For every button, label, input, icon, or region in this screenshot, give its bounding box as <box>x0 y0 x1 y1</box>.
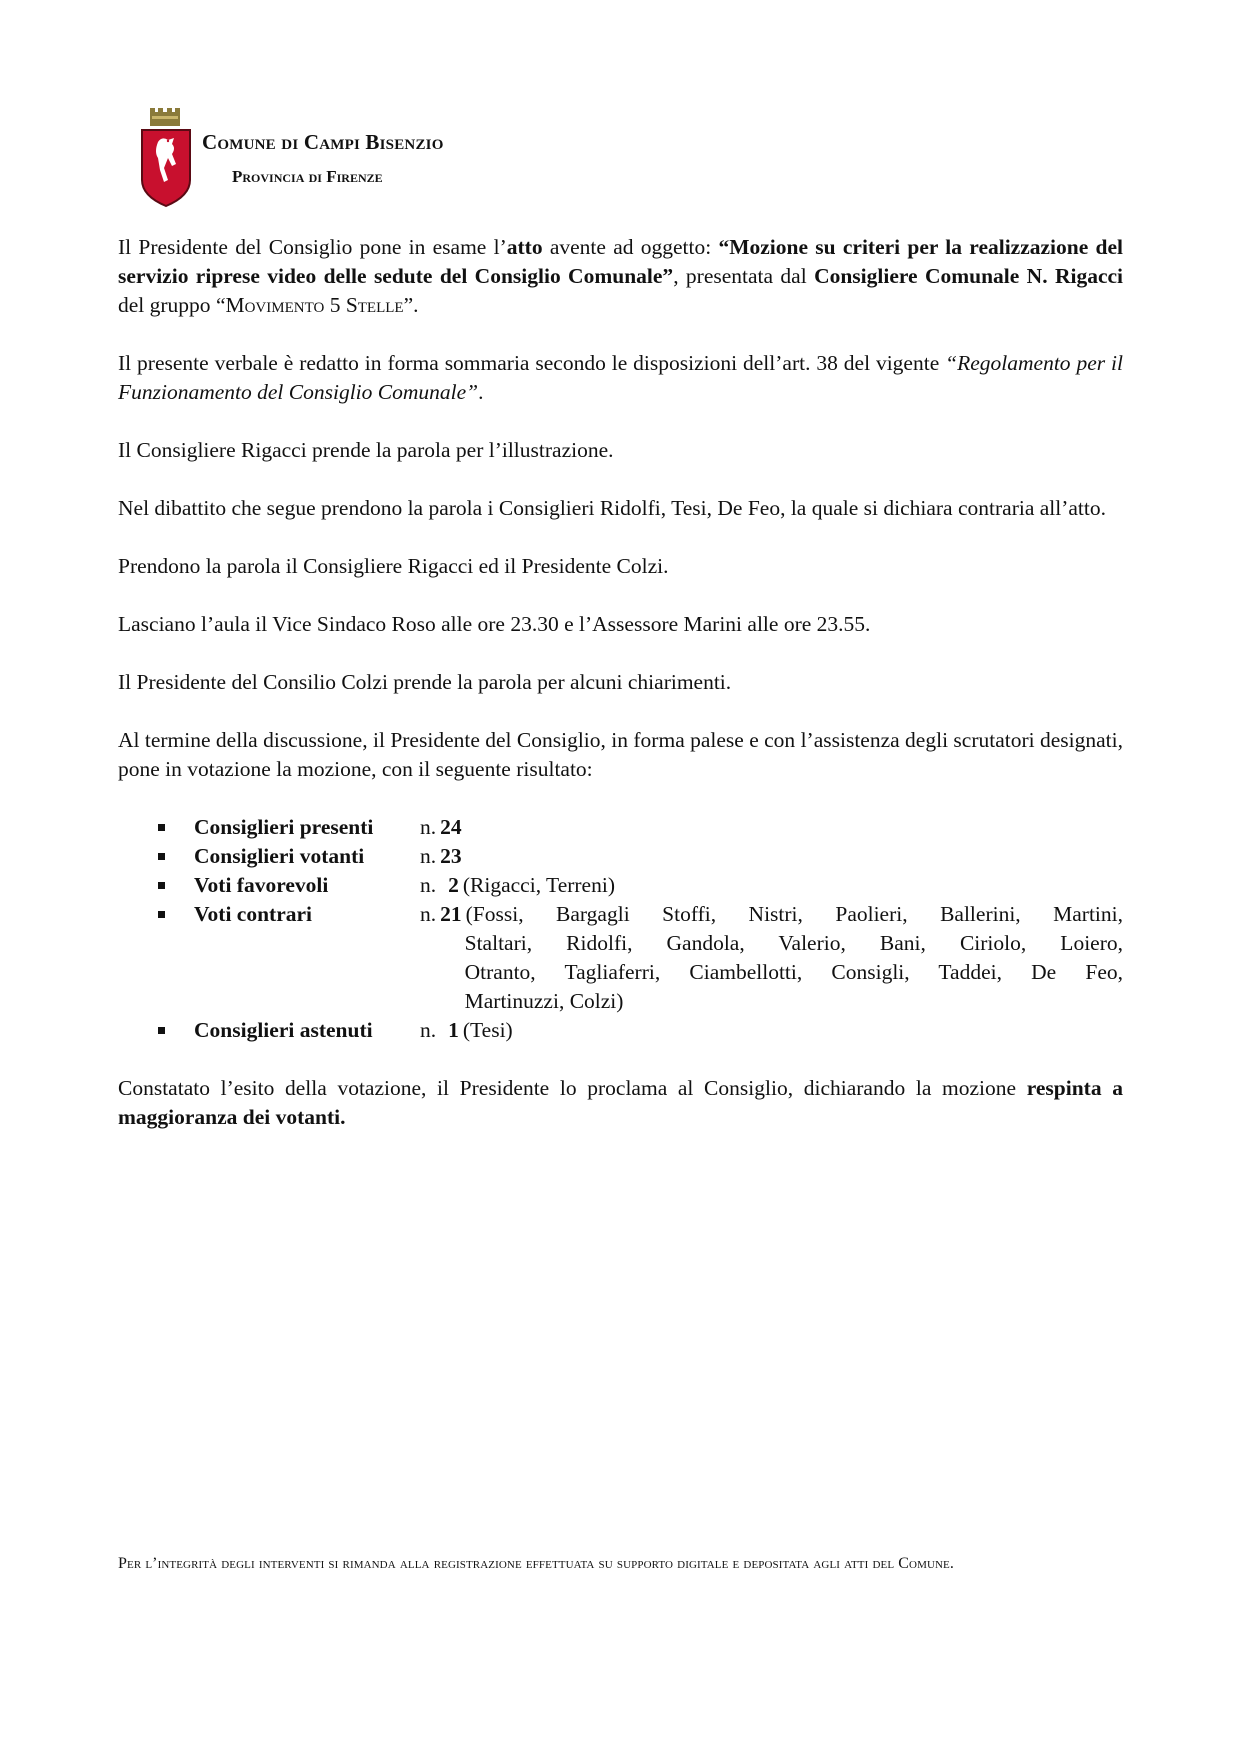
bullet-icon <box>158 853 165 860</box>
bullet-icon <box>158 911 165 918</box>
list-item <box>118 900 1123 1016</box>
paragraph-votazione: Al termine della discussione, il Presidente del Consiglio, in forma palese e con l’assistenza degli scrutatori designati, pone in votazione la mozione, con il seguente risultato: <box>118 728 1123 781</box>
coat-of-arms-icon <box>138 108 194 208</box>
vote-label: Voti favorevoli <box>194 873 329 897</box>
paragraph-oggetto <box>118 233 1123 320</box>
vote-n-prefix: n. <box>420 902 437 926</box>
outcome-text: respinta a maggioranza dei votanti. <box>118 1076 1123 1129</box>
names-line: (Fossi, Bargagli Stoffi, Nistri, Paolieri, Ballerini, Martini, <box>465 902 1123 926</box>
vote-n-prefix: n. <box>420 873 437 897</box>
text-run-bold: atto <box>506 235 543 259</box>
vote-n-prefix: n. <box>420 815 437 839</box>
vote-n-prefix: n. <box>420 844 437 868</box>
list-item <box>118 871 1123 900</box>
paragraph-chiarimenti: Il Presidente del Consilio Colzi prende la parola per alcuni chiarimenti. <box>118 670 732 694</box>
paragraph-esito <box>118 1074 1123 1132</box>
text-run: . <box>478 380 484 404</box>
group-name: “Movimento 5 Stelle” <box>215 293 414 317</box>
vote-value <box>420 813 1123 842</box>
proposer-name: Consigliere Comunale N. Rigacci <box>814 264 1124 288</box>
letterhead-text <box>202 108 444 188</box>
names-line: Otranto, Tagliaferri, Ciambellotti, Consigli, Taddei, De Feo, <box>464 960 1123 984</box>
paragraph-uscite: Lasciano l’aula il Vice Sindaco Roso alle ore 23.30 e l’Assessore Marini alle ore 23.55. <box>118 612 871 636</box>
vote-value <box>420 842 1123 871</box>
vote-value <box>420 900 1123 1016</box>
vote-label: Consiglieri votanti <box>194 844 365 868</box>
vote-count: 2 <box>448 873 459 897</box>
page-footer-note: Per l’integrità degli interventi si rimanda alla registrazione effettuata su supporto digitale e depositata agli atti del Comune. <box>118 1555 954 1572</box>
list-item <box>118 842 1123 871</box>
paragraph-dibattito: Nel dibattito che segue prendono la parola i Consiglieri Ridolfi, Tesi, De Feo, la quale si dichiara contraria all’atto. <box>118 496 1107 520</box>
vote-label: Consiglieri astenuti <box>194 1018 373 1042</box>
vote-count: 21 <box>440 902 462 926</box>
comune-name: Comune di Campi Bisenzio <box>202 130 444 154</box>
vote-n-prefix: n. <box>420 1018 437 1042</box>
letterhead <box>138 108 444 208</box>
text-run: avente ad oggetto: <box>542 235 719 259</box>
vote-detail: (Tesi) <box>462 1018 513 1042</box>
names-line: Staltari, Ridolfi, Gandola, Valerio, Bani, Ciriolo, Loiero, <box>464 931 1123 955</box>
provincia-name: Provincia di Firenze <box>232 167 383 187</box>
bullet-icon <box>158 1027 165 1034</box>
text-run: Il presente verbale è redatto in forma sommaria secondo le disposizioni dell’art. 38 del vigente <box>118 351 946 375</box>
vote-value <box>420 871 1123 900</box>
vote-results-list <box>118 813 1123 1045</box>
text-run: Il Presidente del Consiglio pone in esame l’ <box>118 235 507 259</box>
contrari-names <box>391 900 1123 1016</box>
text-run: Constatato l’esito della votazione, il Presidente lo proclama al Consiglio, dichiarando la mozione <box>118 1076 1027 1100</box>
text-run: , presentata dal <box>673 264 815 288</box>
list-item <box>118 813 1123 842</box>
motion-title: “Mozione su criteri per la realizzazione del servizio riprese video delle sedute del Consiglio Comunale” <box>118 235 1124 288</box>
vote-count: 23 <box>440 844 462 868</box>
bullet-icon <box>158 824 165 831</box>
paragraph-illustrazione: Il Consigliere Rigacci prende la parola per l’illustrazione. <box>118 438 614 462</box>
vote-label: Voti contrari <box>194 902 313 926</box>
vote-detail: (Rigacci, Terreni) <box>462 873 615 897</box>
list-item <box>118 1016 1123 1045</box>
vote-count: 1 <box>448 1018 459 1042</box>
bullet-icon <box>158 882 165 889</box>
text-run: del gruppo <box>118 293 216 317</box>
paragraph-verbale <box>118 349 1123 407</box>
document-body <box>118 233 1123 1132</box>
vote-count: 24 <box>440 815 462 839</box>
regolamento-title: “Regolamento per il Funzionamento del Consiglio Comunale” <box>118 351 1123 404</box>
vote-value <box>420 1016 1123 1045</box>
vote-label: Consiglieri presenti <box>194 815 374 839</box>
text-run: . <box>413 293 419 317</box>
names-line: Martinuzzi, Colzi) <box>464 989 624 1013</box>
paragraph-interventi: Prendono la parola il Consigliere Rigacci ed il Presidente Colzi. <box>118 554 669 578</box>
